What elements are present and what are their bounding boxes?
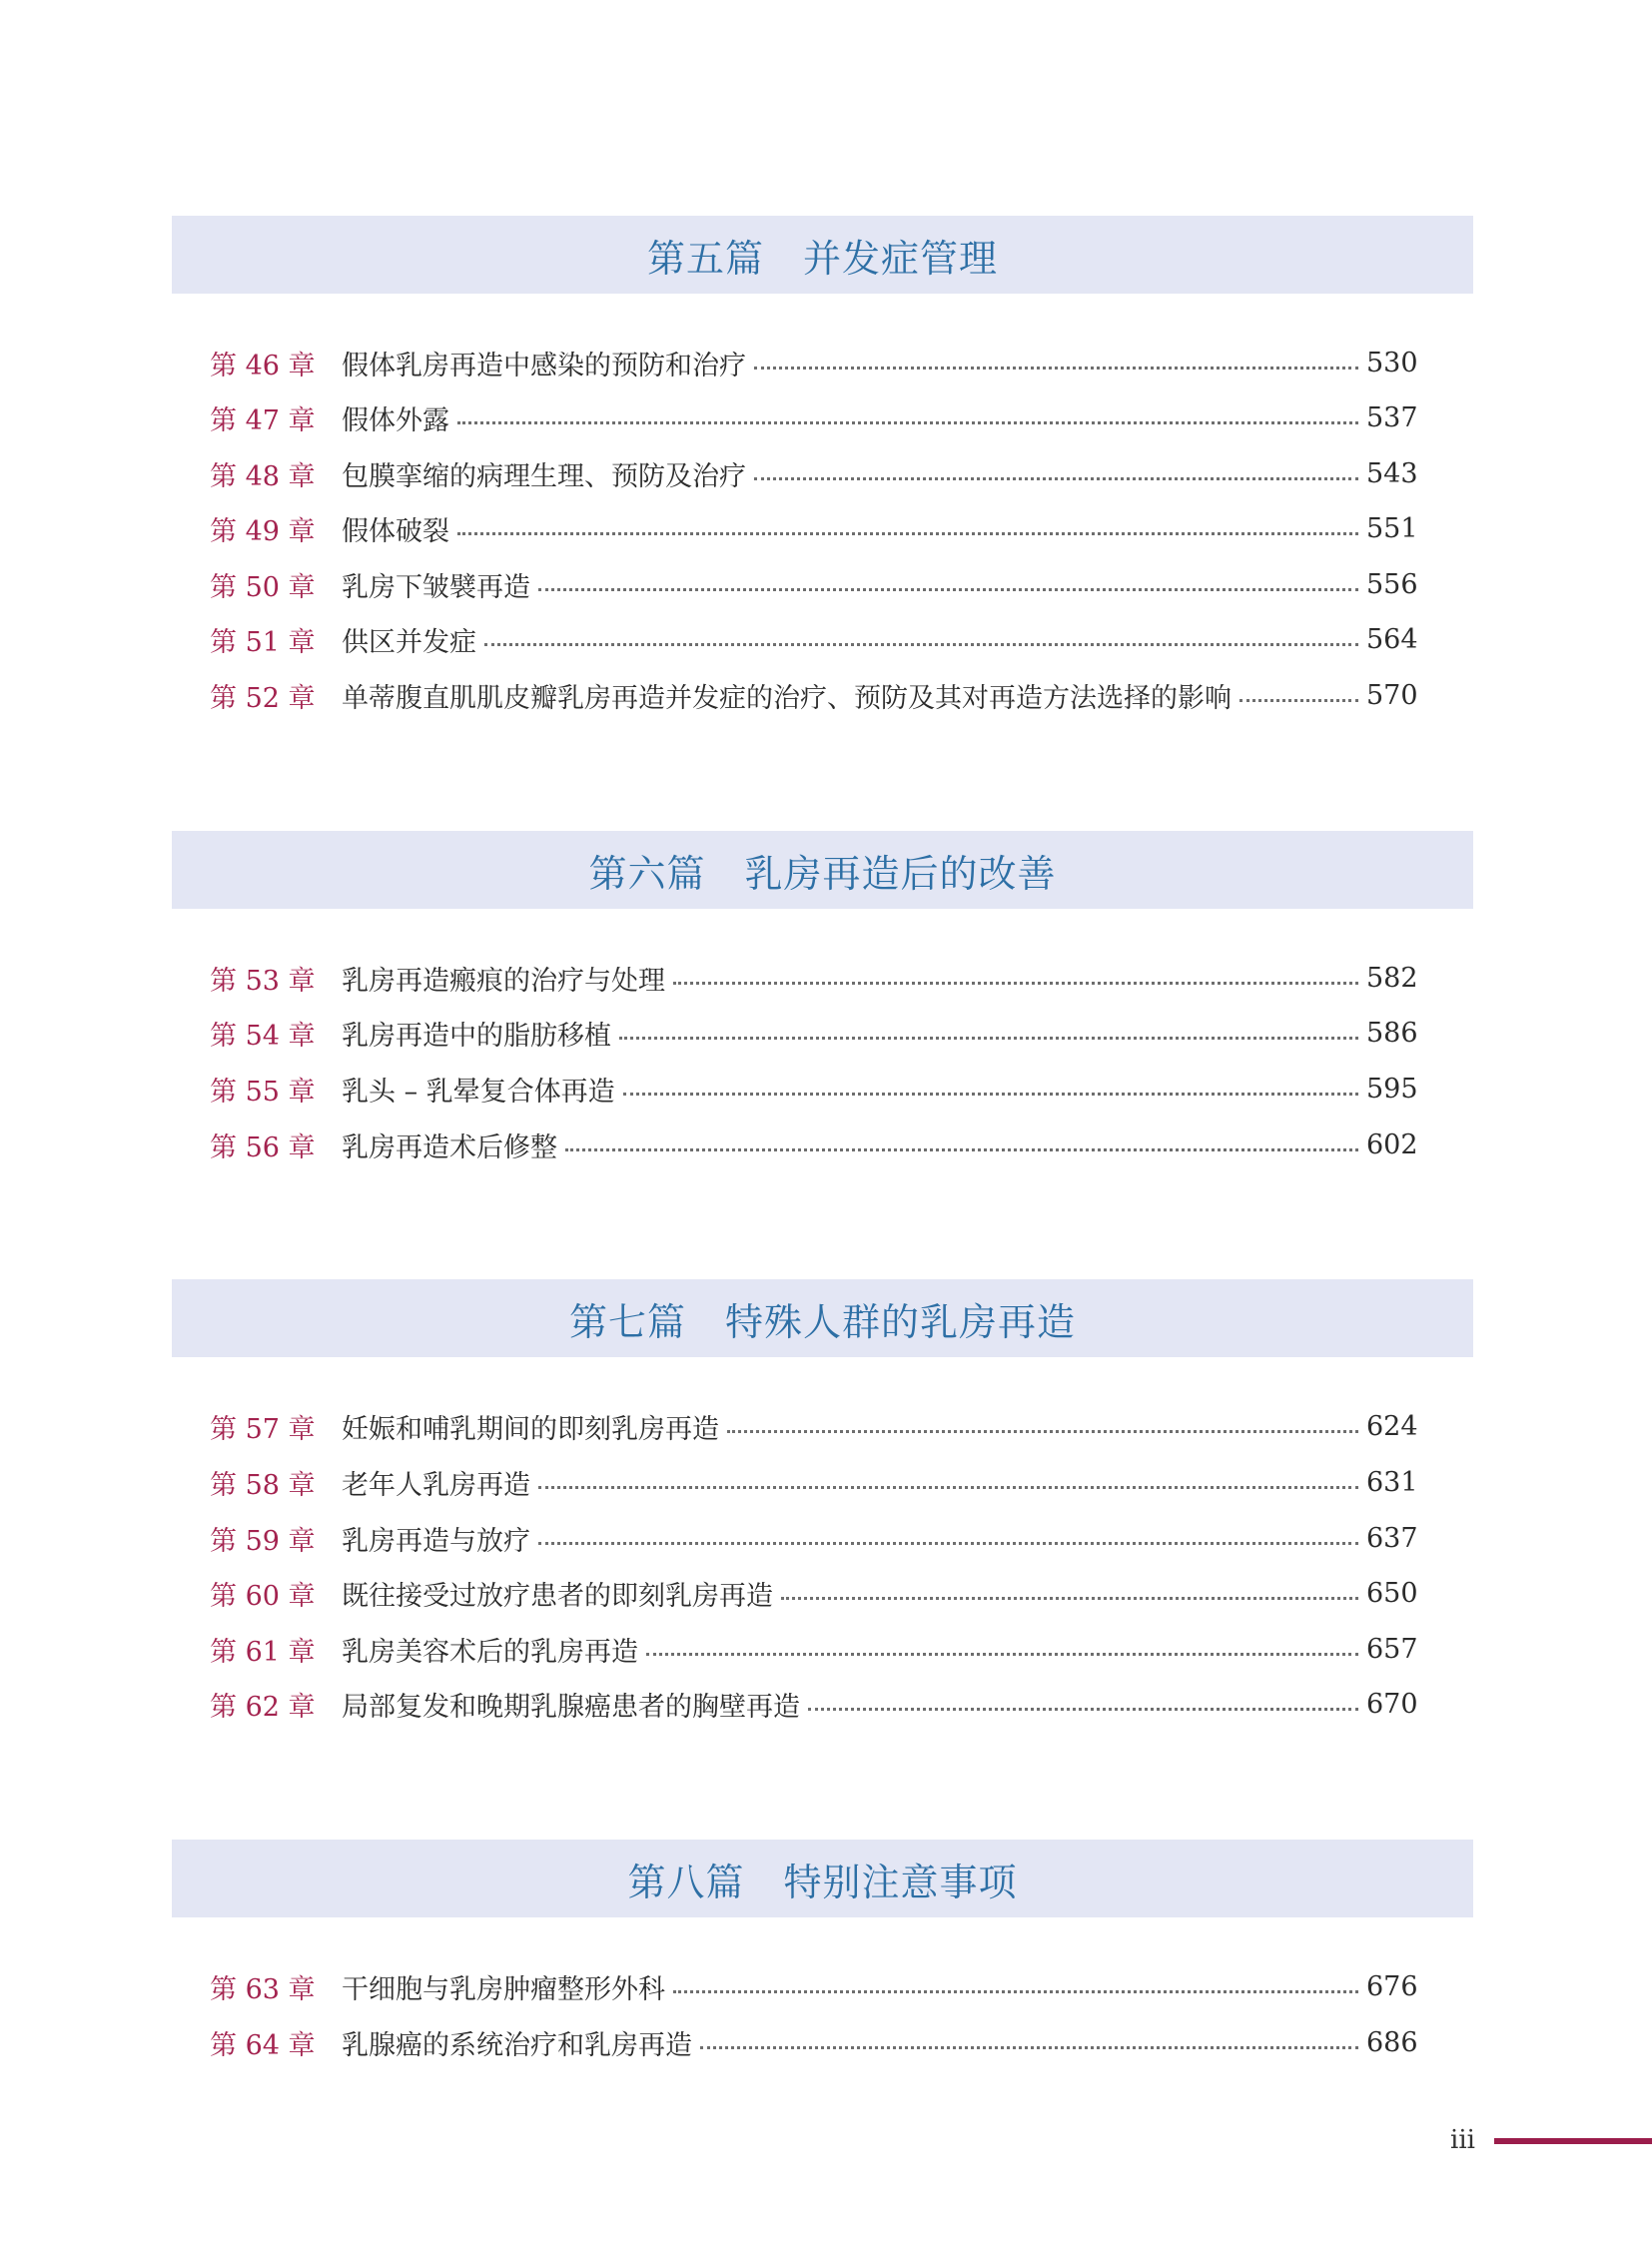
chapter-title: 乳房美容术后的乳房再造	[342, 1636, 638, 1668]
toc-entry[interactable]	[210, 341, 1416, 384]
dot-leader	[538, 588, 1358, 591]
toc-entry[interactable]	[210, 506, 1416, 550]
chapter-number: 第 47 章	[210, 404, 316, 436]
toc-entry[interactable]	[210, 2020, 1416, 2064]
chapter-number: 第 51 章	[210, 626, 316, 658]
page-number: 595	[1366, 1073, 1418, 1105]
toc-entry[interactable]	[210, 1460, 1416, 1504]
chapter-title: 乳房再造与放疗	[342, 1525, 530, 1557]
part-header	[172, 1840, 1473, 1917]
page-number: 624	[1366, 1410, 1418, 1442]
part-header	[172, 1279, 1473, 1357]
chapter-title: 局部复发和晚期乳腺癌患者的胸壁再造	[342, 1691, 800, 1723]
page-number: 551	[1366, 512, 1418, 544]
dot-leader	[1239, 699, 1358, 702]
dot-leader	[484, 643, 1358, 646]
chapter-title: 假体破裂	[342, 515, 449, 547]
dot-leader	[673, 982, 1358, 985]
toc-entry[interactable]	[210, 1122, 1416, 1166]
toc-entry[interactable]	[210, 562, 1416, 606]
chapter-number: 第 55 章	[210, 1076, 316, 1108]
dot-leader	[754, 477, 1358, 480]
chapter-number: 第 62 章	[210, 1691, 316, 1723]
dot-leader	[457, 421, 1358, 424]
page-folio: iii	[1450, 2125, 1475, 2155]
page-number: 586	[1366, 1017, 1418, 1049]
toc-entry[interactable]	[210, 956, 1416, 1000]
toc-entry[interactable]	[210, 1516, 1416, 1560]
chapter-number: 第 56 章	[210, 1131, 316, 1163]
chapter-title: 假体外露	[342, 404, 449, 436]
page-number: 570	[1366, 679, 1418, 711]
page-number: 543	[1366, 457, 1418, 489]
toc-entry[interactable]	[210, 1404, 1416, 1448]
dot-leader	[727, 1430, 1358, 1433]
chapter-number: 第 49 章	[210, 515, 316, 547]
dot-leader	[623, 1093, 1358, 1096]
chapter-number: 第 46 章	[210, 350, 316, 381]
toc-entry[interactable]	[210, 1682, 1416, 1726]
page-number: 556	[1366, 568, 1418, 600]
chapter-number: 第 52 章	[210, 682, 316, 714]
chapter-title: 妊娠和哺乳期间的即刻乳房再造	[342, 1413, 719, 1445]
chapter-title: 既往接受过放疗患者的即刻乳房再造	[342, 1580, 773, 1612]
dot-leader	[565, 1148, 1358, 1151]
chapter-number: 第 53 章	[210, 965, 316, 997]
chapter-number: 第 59 章	[210, 1525, 316, 1557]
chapter-number: 第 57 章	[210, 1413, 316, 1445]
dot-leader	[754, 367, 1358, 370]
toc-entry[interactable]	[210, 1627, 1416, 1671]
chapter-number: 第 60 章	[210, 1580, 316, 1612]
dot-leader	[781, 1597, 1358, 1600]
page-number: 582	[1366, 962, 1418, 994]
chapter-number: 第 64 章	[210, 2029, 316, 2061]
chapter-title: 乳头 – 乳晕复合体再造	[342, 1076, 615, 1108]
chapter-title: 假体乳房再造中感染的预防和治疗	[342, 350, 746, 381]
toc-entry[interactable]	[210, 1964, 1416, 2008]
toc-entry[interactable]	[210, 395, 1416, 439]
part-title: 第六篇 乳房再造后的改善	[588, 851, 1057, 896]
page-number: 564	[1366, 623, 1418, 655]
toc-entry[interactable]	[210, 1067, 1416, 1111]
page-number: 602	[1366, 1128, 1418, 1160]
toc-entry[interactable]	[210, 673, 1416, 717]
chapter-title: 包膜挛缩的病理生理、预防及治疗	[342, 460, 746, 492]
chapter-number: 第 54 章	[210, 1020, 316, 1052]
chapter-title: 乳房下皱襞再造	[342, 571, 530, 603]
part-title: 第七篇 特殊人群的乳房再造	[568, 1299, 1076, 1344]
chapter-number: 第 48 章	[210, 460, 316, 492]
chapter-title: 单蒂腹直肌肌皮瓣乳房再造并发症的治疗、预防及其对再造方法选择的影响	[342, 682, 1232, 714]
dot-leader	[457, 532, 1358, 535]
chapter-number: 第 63 章	[210, 1973, 316, 2005]
dot-leader	[619, 1037, 1358, 1040]
chapter-number: 第 61 章	[210, 1636, 316, 1668]
dot-leader	[673, 1990, 1358, 1993]
accent-rule	[1494, 2138, 1652, 2144]
page-number: 530	[1366, 347, 1418, 378]
chapter-title: 乳房再造中的脂肪移植	[342, 1020, 611, 1052]
chapter-title: 乳房再造术后修整	[342, 1131, 557, 1163]
chapter-number: 第 50 章	[210, 571, 316, 603]
part-title: 第八篇 特别注意事项	[627, 1860, 1018, 1904]
toc-entry[interactable]	[210, 617, 1416, 661]
part-header	[172, 831, 1473, 909]
part-title: 第五篇 并发症管理	[646, 236, 998, 281]
chapter-title: 乳腺癌的系统治疗和乳房再造	[342, 2029, 692, 2061]
chapter-title: 乳房再造瘢痕的治疗与处理	[342, 965, 665, 997]
toc-entry[interactable]	[210, 451, 1416, 495]
page-number: 631	[1366, 1466, 1418, 1498]
dot-leader	[646, 1653, 1358, 1656]
dot-leader	[538, 1486, 1358, 1489]
dot-leader	[808, 1708, 1358, 1711]
page-number: 686	[1366, 2026, 1418, 2058]
chapter-title: 供区并发症	[342, 626, 476, 658]
page-number: 670	[1366, 1688, 1418, 1720]
part-header	[172, 216, 1473, 294]
dot-leader	[538, 1542, 1358, 1545]
chapter-title: 老年人乳房再造	[342, 1469, 530, 1501]
chapter-number: 第 58 章	[210, 1469, 316, 1501]
page-number: 676	[1366, 1970, 1418, 2002]
toc-entry[interactable]	[210, 1011, 1416, 1055]
dot-leader	[700, 2046, 1358, 2049]
chapter-title: 干细胞与乳房肿瘤整形外科	[342, 1973, 665, 2005]
page-number: 657	[1366, 1633, 1418, 1665]
page-number: 537	[1366, 401, 1418, 433]
page-number: 637	[1366, 1522, 1418, 1554]
toc-entry[interactable]	[210, 1571, 1416, 1615]
page-number: 650	[1366, 1577, 1418, 1609]
